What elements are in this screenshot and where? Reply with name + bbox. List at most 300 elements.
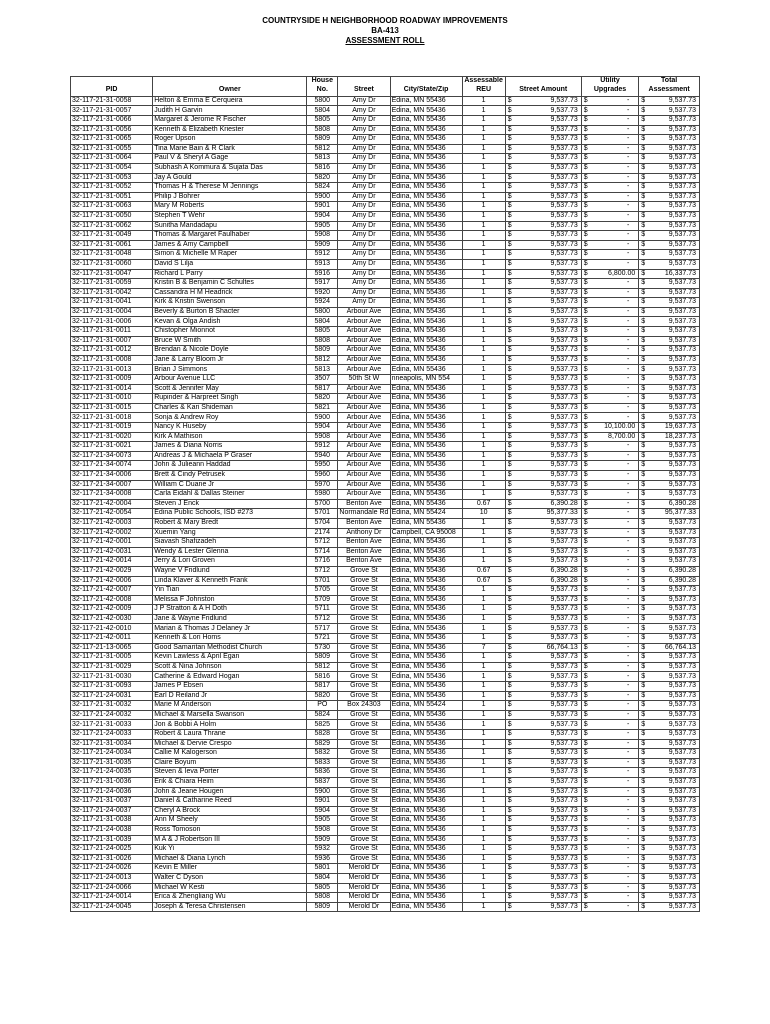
amount-value: 9,537.73 [550, 471, 578, 479]
pid-cell: 32-117-21-42-0004 [71, 499, 153, 509]
currency-symbol: $ [507, 701, 512, 709]
amount-value: 9,537.73 [550, 461, 578, 469]
currency-symbol: $ [507, 173, 512, 181]
pid-cell: 32-117-21-31-0066 [71, 116, 153, 126]
currency-symbol: $ [583, 125, 588, 133]
table-body [71, 96, 700, 911]
pid-cell: 32-117-21-31-0018 [71, 413, 153, 423]
city-cell: Edina, MN 55436 [390, 864, 462, 874]
currency-symbol: $ [641, 250, 646, 258]
total-assessment-cell [639, 211, 700, 221]
currency-symbol: $ [641, 183, 646, 191]
total-assessment-cell [639, 279, 700, 289]
reu-cell: 1 [462, 797, 505, 807]
owner-cell: Bruce W Smith [153, 336, 307, 346]
pid-cell: 32-117-21-31-0019 [71, 423, 153, 433]
currency-symbol: $ [641, 135, 646, 143]
pid-cell: 32-117-21-31-0004 [71, 307, 153, 317]
amount-value: - [626, 355, 630, 363]
amount-value: - [626, 730, 630, 738]
pid-cell: 32-117-21-31-0050 [71, 211, 153, 221]
currency-symbol: $ [507, 212, 512, 220]
total-assessment-cell [639, 336, 700, 346]
owner-cell: Callie M Kalogerson [153, 749, 307, 759]
utility-upgrades-cell [581, 499, 639, 509]
city-cell: Edina, MN 55436 [390, 163, 462, 173]
table-row [71, 144, 700, 154]
owner-cell: Robert & Mary Bredt [153, 518, 307, 528]
pid-cell: 32-117-21-31-0064 [71, 154, 153, 164]
total-assessment-cell [639, 394, 700, 404]
city-cell: Edina, MN 55436 [390, 173, 462, 183]
house-no-cell: 5828 [307, 730, 338, 740]
house-no-cell: 5824 [307, 710, 338, 720]
currency-symbol: $ [507, 893, 512, 901]
currency-symbol: $ [583, 701, 588, 709]
total-assessment-cell [639, 768, 700, 778]
pid-cell: 32-117-21-42-0002 [71, 528, 153, 538]
street-amount-cell [505, 480, 581, 490]
amount-value: - [626, 567, 630, 574]
house-no-cell: 5824 [307, 183, 338, 193]
total-assessment-cell [639, 442, 700, 452]
owner-cell: Catherine & Edward Hogan [153, 672, 307, 682]
amount-value: - [626, 662, 630, 670]
reu-cell: 1 [462, 730, 505, 740]
total-assessment-cell [639, 451, 700, 461]
table-row [71, 758, 700, 768]
amount-value: - [626, 797, 630, 805]
table-row [71, 154, 700, 164]
street-amount-cell [505, 240, 581, 250]
amount-value: - [626, 701, 630, 709]
amount-value: 9,537.73 [550, 797, 578, 805]
currency-symbol: $ [507, 624, 512, 632]
house-no-cell: 5812 [307, 144, 338, 154]
amount-value: 9,537.73 [550, 864, 578, 872]
table-row [71, 250, 700, 260]
house-no-cell: 5805 [307, 883, 338, 893]
amount-value: 9,537.73 [668, 864, 696, 872]
street-cell: Grove St [338, 797, 390, 807]
amount-value: - [626, 854, 630, 862]
amount-value: - [626, 806, 630, 814]
currency-symbol: $ [507, 125, 512, 133]
street-cell: Grove St [338, 845, 390, 855]
utility-upgrades-cell [581, 614, 639, 624]
currency-symbol: $ [507, 643, 512, 651]
pid-cell: 32-117-21-31-0012 [71, 346, 153, 356]
city-cell: Edina, MN 55436 [390, 614, 462, 624]
amount-value: 16,337.73 [664, 269, 696, 277]
street-amount-cell [505, 509, 581, 519]
street-cell: Benton Ave [338, 499, 390, 509]
total-assessment-cell [639, 787, 700, 797]
currency-symbol: $ [507, 874, 512, 881]
pid-cell: 32-117-21-34-0007 [71, 480, 153, 490]
owner-cell: Xuemin Yang [153, 528, 307, 538]
house-no-cell: 5913 [307, 259, 338, 269]
street-cell: Amy Dr [338, 116, 390, 126]
owner-cell: John & Jeane Hougen [153, 787, 307, 797]
currency-symbol: $ [641, 749, 646, 757]
street-amount-cell [505, 470, 581, 480]
city-cell: Edina, MN 55436 [390, 902, 462, 912]
street-amount-cell [505, 154, 581, 164]
street-amount-cell [505, 490, 581, 500]
city-cell: Edina, MN 55424 [390, 701, 462, 711]
amount-value: 9,537.73 [550, 221, 578, 229]
amount-value: 9,537.73 [668, 279, 696, 287]
utility-upgrades-cell [581, 442, 639, 452]
pid-cell: 32-117-21-24-0033 [71, 730, 153, 740]
currency-symbol: $ [583, 106, 588, 114]
currency-symbol: $ [583, 691, 588, 699]
table-row [71, 538, 700, 548]
utility-upgrades-cell [581, 624, 639, 634]
utility-upgrades-cell [581, 595, 639, 605]
amount-value: 9,537.73 [668, 183, 696, 191]
city-cell: Edina, MN 55436 [390, 595, 462, 605]
amount-value: 8,700.00 [608, 432, 636, 440]
pid-cell: 32-117-21-31-0009 [71, 375, 153, 385]
pid-cell: 32-117-21-31-0036 [71, 777, 153, 787]
amount-value: - [626, 816, 630, 824]
house-no-cell: 5712 [307, 566, 338, 576]
pid-cell: 32-117-21-13-0065 [71, 643, 153, 653]
utility-upgrades-cell [581, 269, 639, 279]
owner-cell: Paul V & Sheryl A Gage [153, 154, 307, 164]
city-cell: Edina, MN 55436 [390, 259, 462, 269]
reu-cell: 1 [462, 423, 505, 433]
reu-cell: 1 [462, 451, 505, 461]
amount-value: 9,537.73 [550, 672, 578, 680]
total-assessment-cell [639, 221, 700, 231]
reu-cell: 1 [462, 461, 505, 471]
currency-symbol: $ [583, 902, 588, 910]
street-amount-cell [505, 269, 581, 279]
amount-value: 6,390.28 [550, 576, 578, 584]
street-amount-cell [505, 442, 581, 452]
street-amount-cell [505, 298, 581, 308]
owner-cell: Tina Marie Bain & R Clark [153, 144, 307, 154]
owner-cell: Melissa F Johnston [153, 595, 307, 605]
city-cell: Edina, MN 55436 [390, 787, 462, 797]
amount-value: 9,537.73 [550, 480, 578, 488]
city-cell: Edina, MN 55436 [390, 749, 462, 759]
amount-value: - [626, 826, 630, 834]
pid-cell: 32-117-21-31-0021 [71, 442, 153, 452]
amount-value: 9,537.73 [550, 346, 578, 354]
reu-cell: 1 [462, 835, 505, 845]
utility-upgrades-cell [581, 135, 639, 145]
pid-cell: 32-117-21-31-0053 [71, 173, 153, 183]
currency-symbol: $ [507, 231, 512, 239]
house-no-cell: 5800 [307, 96, 338, 106]
table-row [71, 355, 700, 365]
amount-value: 9,537.73 [550, 413, 578, 421]
currency-symbol: $ [641, 499, 646, 507]
city-cell: Edina, MN 55436 [390, 144, 462, 154]
table-row [71, 317, 700, 327]
total-assessment-cell [639, 461, 700, 471]
total-assessment-cell [639, 432, 700, 442]
currency-symbol: $ [507, 605, 512, 613]
header-reu: REU [462, 86, 505, 96]
reu-cell: 1 [462, 864, 505, 874]
currency-symbol: $ [641, 605, 646, 613]
amount-value: - [626, 499, 630, 507]
reu-cell: 1 [462, 384, 505, 394]
table-row [71, 662, 700, 672]
street-amount-cell [505, 346, 581, 356]
total-assessment-cell [639, 317, 700, 327]
reu-cell: 1 [462, 173, 505, 183]
pid-cell: 32-117-21-24-0036 [71, 787, 153, 797]
currency-symbol: $ [641, 336, 646, 344]
amount-value: 9,537.73 [668, 739, 696, 747]
total-assessment-cell [639, 854, 700, 864]
table-row [71, 816, 700, 826]
reu-cell: 1 [462, 144, 505, 154]
street-cell: Amy Dr [338, 211, 390, 221]
amount-value: 9,537.73 [668, 682, 696, 690]
amount-value: 9,537.73 [668, 212, 696, 220]
street-cell: Arbour Ave [338, 317, 390, 327]
currency-symbol: $ [583, 557, 588, 565]
city-cell: Edina, MN 55436 [390, 797, 462, 807]
amount-value: 9,537.73 [550, 634, 578, 642]
utility-upgrades-cell [581, 375, 639, 385]
house-no-cell: 5980 [307, 490, 338, 500]
owner-cell: Kuk Yi [153, 845, 307, 855]
amount-value: 9,537.73 [668, 451, 696, 459]
amount-value: 9,537.73 [668, 442, 696, 450]
currency-symbol: $ [641, 173, 646, 181]
owner-cell: James & Amy Campbell [153, 240, 307, 250]
amount-value: 9,537.73 [550, 826, 578, 834]
street-amount-cell [505, 518, 581, 528]
reu-cell: 1 [462, 557, 505, 567]
amount-value: 9,537.73 [550, 787, 578, 795]
street-amount-cell [505, 873, 581, 883]
currency-symbol: $ [641, 125, 646, 133]
currency-symbol: $ [507, 154, 512, 162]
total-assessment-cell [639, 806, 700, 816]
currency-symbol: $ [507, 423, 512, 431]
total-assessment-cell [639, 634, 700, 644]
street-cell: Amy Dr [338, 269, 390, 279]
owner-cell: Michael W Kesti [153, 883, 307, 893]
table-row [71, 595, 700, 605]
utility-upgrades-cell [581, 346, 639, 356]
table-row [71, 710, 700, 720]
pid-cell: 32-117-21-42-0010 [71, 624, 153, 634]
street-amount-cell [505, 682, 581, 692]
currency-symbol: $ [507, 451, 512, 459]
amount-value: 9,537.73 [668, 835, 696, 843]
street-cell: Merold Dr [338, 883, 390, 893]
amount-value: - [626, 96, 630, 104]
street-cell: Grove St [338, 566, 390, 576]
reu-cell: 1 [462, 135, 505, 145]
currency-symbol: $ [583, 375, 588, 383]
amount-value: 9,537.73 [550, 336, 578, 344]
street-amount-cell [505, 557, 581, 567]
amount-value: 9,537.73 [668, 902, 696, 910]
house-no-cell: 5901 [307, 797, 338, 807]
owner-cell: Erica & Zhengliang Wu [153, 893, 307, 903]
street-cell: Arbour Ave [338, 490, 390, 500]
amount-value: 9,537.73 [668, 144, 696, 152]
amount-value: 9,537.73 [550, 125, 578, 133]
pid-cell: 32-117-21-24-0066 [71, 883, 153, 893]
amount-value: 9,537.73 [550, 135, 578, 143]
amount-value: 9,537.73 [668, 384, 696, 392]
house-no-cell: 5917 [307, 279, 338, 289]
currency-symbol: $ [641, 845, 646, 853]
total-assessment-cell [639, 730, 700, 740]
amount-value: 9,537.73 [550, 854, 578, 862]
pid-cell: 32-117-21-31-0026 [71, 854, 153, 864]
street-amount-cell [505, 720, 581, 730]
amount-value: 9,537.73 [668, 346, 696, 354]
house-no-cell: 5833 [307, 758, 338, 768]
table-row [71, 739, 700, 749]
table-row [71, 547, 700, 557]
currency-symbol: $ [507, 806, 512, 814]
street-amount-cell [505, 547, 581, 557]
currency-symbol: $ [641, 375, 646, 383]
table-row [71, 691, 700, 701]
currency-symbol: $ [507, 835, 512, 843]
currency-symbol: $ [583, 432, 588, 440]
street-cell: Arbour Ave [338, 451, 390, 461]
currency-symbol: $ [507, 557, 512, 565]
owner-cell: Kevin E Miller [153, 864, 307, 874]
reu-cell: 1 [462, 336, 505, 346]
header-city-top [390, 77, 462, 87]
amount-value: - [626, 605, 630, 613]
city-cell: Edina, MN 55436 [390, 413, 462, 423]
street-cell: Grove St [338, 682, 390, 692]
street-amount-cell [505, 576, 581, 586]
amount-value: - [626, 778, 630, 786]
owner-cell: Sunitha Mandadapu [153, 221, 307, 231]
table-row [71, 720, 700, 730]
city-cell: Edina, MN 55436 [390, 403, 462, 413]
amount-value: 9,537.73 [550, 154, 578, 162]
street-amount-cell [505, 461, 581, 471]
utility-upgrades-cell [581, 825, 639, 835]
amount-value: 19,637.73 [664, 423, 696, 431]
amount-value: 9,537.73 [668, 394, 696, 402]
reu-cell: 1 [462, 327, 505, 337]
street-amount-cell [505, 634, 581, 644]
total-assessment-cell [639, 269, 700, 279]
reu-cell: 7 [462, 643, 505, 653]
pid-cell: 32-117-21-24-0014 [71, 893, 153, 903]
amount-value: - [626, 375, 630, 383]
currency-symbol: $ [507, 787, 512, 795]
street-amount-cell [505, 355, 581, 365]
currency-symbol: $ [507, 547, 512, 555]
reu-cell: 1 [462, 845, 505, 855]
table-row [71, 797, 700, 807]
amount-value: - [626, 768, 630, 776]
currency-symbol: $ [507, 394, 512, 402]
currency-symbol: $ [641, 317, 646, 325]
reu-cell: 1 [462, 854, 505, 864]
owner-cell: J P Stratton & A H Doth [153, 605, 307, 615]
street-cell: Arbour Ave [338, 432, 390, 442]
table-row [71, 480, 700, 490]
currency-symbol: $ [507, 307, 512, 315]
header-pid-top [71, 77, 153, 87]
total-assessment-cell [639, 259, 700, 269]
reu-cell: 0.67 [462, 576, 505, 586]
city-cell: Edina, MN 55436 [390, 538, 462, 548]
currency-symbol: $ [583, 221, 588, 229]
currency-symbol: $ [583, 192, 588, 200]
owner-cell: Michael & Marsella Swanson [153, 710, 307, 720]
street-cell: Amy Dr [338, 96, 390, 106]
amount-value: - [626, 528, 630, 536]
house-no-cell: 5832 [307, 749, 338, 759]
street-amount-cell [505, 777, 581, 787]
table-row [71, 806, 700, 816]
amount-value: - [626, 202, 630, 210]
city-cell: Edina, MN 55436 [390, 183, 462, 193]
city-cell: Edina, MN 55436 [390, 672, 462, 682]
currency-symbol: $ [641, 576, 646, 584]
header-owner: Owner [153, 86, 307, 96]
amount-value: - [626, 317, 630, 325]
total-assessment-cell [639, 557, 700, 567]
amount-value: 9,537.73 [550, 845, 578, 853]
amount-value: 9,537.73 [668, 403, 696, 411]
street-cell: Arbour Ave [338, 413, 390, 423]
currency-symbol: $ [583, 634, 588, 642]
amount-value: 9,537.73 [550, 739, 578, 747]
amount-value: 9,537.73 [668, 317, 696, 325]
pid-cell: 32-117-21-31-0034 [71, 739, 153, 749]
amount-value: 9,537.73 [550, 240, 578, 248]
street-amount-cell [505, 211, 581, 221]
pid-cell: 32-117-21-31-0011 [71, 327, 153, 337]
currency-symbol: $ [641, 471, 646, 479]
house-no-cell: 5812 [307, 662, 338, 672]
street-cell: Arbour Ave [338, 394, 390, 404]
street-cell: Amy Dr [338, 240, 390, 250]
house-no-cell: 5904 [307, 423, 338, 433]
owner-cell: Linda Klaver & Kenneth Frank [153, 576, 307, 586]
city-cell: Edina, MN 55436 [390, 336, 462, 346]
total-assessment-cell [639, 106, 700, 116]
street-amount-cell [505, 432, 581, 442]
amount-value: - [626, 231, 630, 239]
currency-symbol: $ [641, 778, 646, 786]
currency-symbol: $ [583, 116, 588, 124]
amount-value: - [626, 902, 630, 910]
reu-cell: 1 [462, 634, 505, 644]
street-cell: Grove St [338, 624, 390, 634]
owner-cell: Marian & Thomas J Delaney Jr [153, 624, 307, 634]
total-assessment-cell [639, 509, 700, 519]
currency-symbol: $ [507, 768, 512, 776]
owner-cell: Thomas H & Therese M Jennings [153, 183, 307, 193]
total-assessment-cell [639, 902, 700, 912]
